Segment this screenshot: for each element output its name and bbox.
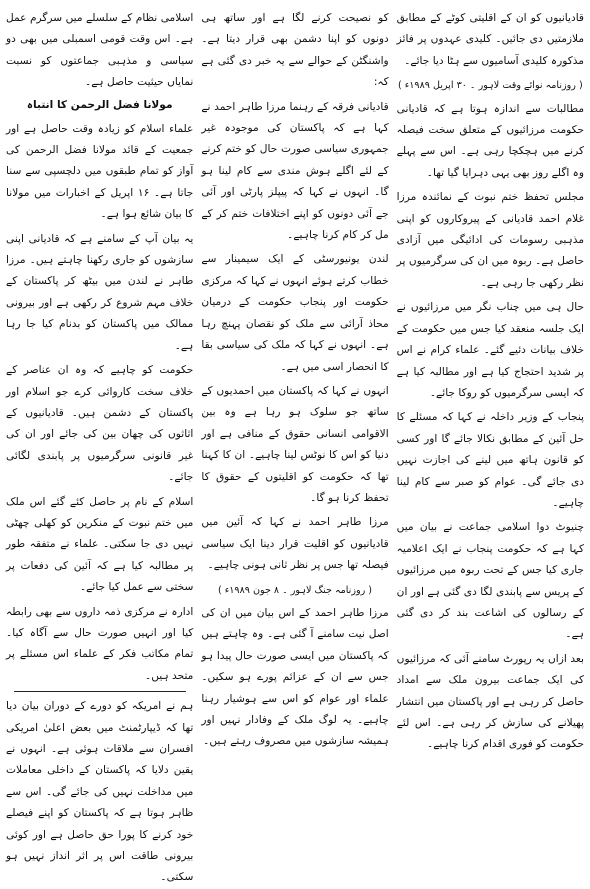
- separator-rule: [14, 691, 186, 692]
- column-left: [6, 8, 194, 884]
- paragraph: حکومت کو چاہیے کہ وہ ان عناصر کے خلاف سخت کاروائی کرے جو اسلام اور پاکستان کے دشمن ہیں۔ قادیانیوں کے اثاثوں کی چھان بین کی جائے اور ان کی غیر قانونی سرگرمیوں پر پابندی لگائی جائے۔: [6, 364, 194, 484]
- paragraph: چنیوٹ دوا اسلامی جماعت نے بیان میں کہا ہے کہ حکومت پنجاب نے ایک اعلامیہ جاری کیا جس کے تحت ربوہ میں مرزائیوں کے پریس سے پابندی لگا دی گئی ہے اور ان کے رسالوں کی اشاعت بند کر دی گئی ہے۔: [396, 521, 584, 641]
- paragraph: اسلام کے نام پر حاصل کئے گئے اس ملک میں ختم نبوت کے منکرین کو کھلی چھٹی نہیں دی جا سکتی۔ علماء نے متفقہ طور پر مطالبہ کیا ہے کہ آئین کی دفعات پر سختی سے عمل کیا جائے۔: [6, 495, 194, 594]
- paragraph: انہوں نے کہا کہ پاکستان میں احمدیوں کے ساتھ جو سلوک ہو رہا ہے وہ بین الاقوامی انسانی حقوق کے منافی ہے اور دنیا کو اس کا نوٹس لینا چاہیے۔ ان کا کہنا تھا کہ حکومت کو اقلیتوں کے حقوق کا تحفظ کرنا ہو گا۔: [201, 384, 389, 504]
- paragraph: بعد ازاں یہ رپورٹ سامنے آئی کہ مرزائیوں کی ایک جماعت بیرون ملک سے امداد حاصل کر رہی ہے اور پاکستان میں انتشار پھیلانے کی سازش کر رہی ہے۔ اس لئے حکومت کو فوری اقدام کرنا چاہیے۔: [396, 652, 584, 751]
- column-middle: [201, 8, 388, 809]
- paragraph: کو نصیحت کرنے لگا ہے اور ساتھ ہی دونوں کو اپنا دشمن بھی قرار دیتا ہے۔ واشنگٹن کے حوالے سے یہ خبر دی گئی ہے کہ:: [201, 12, 389, 89]
- paragraph: مرزا طاہر احمد کے اس بیان میں ان کی اصل نیت سامنے آ گئی ہے۔ وہ چاہتے ہیں کہ پاکستان میں ایسی صورت حال پیدا ہو جس سے ان کے عزائم پورے ہو سکیں۔ علماء اور عوام کو اس سے ہوشیار رہنا چاہیے۔ یہ لوگ ملک کے وفادار نہیں اور ہمیشہ سازشوں میں مصروف رہتے ہیں۔: [201, 606, 389, 748]
- paragraph: ادارہ نے مرکزی ذمہ داروں سے بھی رابطہ کیا اور انہیں صورت حال سے آگاہ کیا۔ تمام مکاتب فکر کے علماء اس مسئلے پر متحد ہیں۔: [6, 605, 194, 682]
- paragraph: پنجاب کے وزیر داخلہ نے کہا کہ مسئلے کا حل آئین کے مطابق نکالا جائے گا اور کسی کو قانون ہاتھ میں لینے کی اجازت نہیں دی جائے گی۔ عوام کو صبر سے کام لینا چاہیے۔: [396, 411, 584, 509]
- dateline: ( روزنامہ نوائے وقت لاہور ۔ ۳۰ اپریل ۱۹۸۹ء ): [397, 80, 583, 92]
- paragraph: قادیانی فرقہ کے رہنما مرزا طاہر احمد نے کہا ہے کہ پاکستان کی موجودہ غیر جمہوری سیاسی صورت حال کو ختم کرنے کے لئے اگلے ہوش مندی سے کام لینا ہو گا۔ انہوں نے کہا کہ پیپلز پارٹی اور آئی جے آئی دونوں کو اپنے اختلافات ختم کر کے مل کر کام کرنا چاہیے۔: [201, 100, 389, 242]
- paragraph: قادیانیوں کو ان کے اقلیتی کوٹے کے مطابق ملازمتیں دی جائیں۔ کلیدی عہدوں پر فائز مذکورہ کلیدی آسامیوں سے ہٹا دیا جائے۔: [396, 12, 584, 67]
- paragraph: لندن یونیورسٹی کے ایک سیمینار سے خطاب کرتے ہوئے انہوں نے کہا کہ مرکزی حکومت اور پنجاب حکومت کے درمیان محاذ آرائی سے ملک کو نقصان پہنچ رہا ہے۔ انہوں نے کہا کہ ملک کی سیاسی بقا کا انحصار اسی میں ہے۔: [201, 253, 389, 373]
- paragraph: علماء اسلام کو زیادہ وقت حاصل ہے اور جمعیت کے قائد مولانا فضل الرحمن کی آواز کو تمام طبقوں میں دلچسپی سے سنا جاتا ہے۔ ۱۶ اپریل کے اخبارات میں مولانا کا بیان شائع ہوا ہے۔: [6, 122, 194, 221]
- paragraph: ہم نے امریکہ کو دورے کے دوران بیان دیا تھا کہ ڈیپارٹمنٹ میں بعض اعلیٰ امریکی افسران سے ملاقات ہوئی ہے۔ انہوں نے یقین دلایا کہ پاکستان کے داخلی معاملات میں مداخلت نہیں کی جائے گی۔ اس سے ظاہر ہوتا ہے کہ پاکستان کو اپنے فیصلے خود کرنے کا پورا حق حاصل ہے اور کوئی بیرونی طاقت اس پر اثر انداز نہیں ہو سکتی۔: [6, 700, 194, 884]
- paragraph: یہ بیان آپ کے سامنے ہے کہ قادیانی اپنی سازشوں کو جاری رکھنا چاہتے ہیں۔ مرزا طاہر نے لندن میں بیٹھ کر پاکستان کے خلاف مہم شروع کر رکھی ہے اور بیرونی ممالک میں پاکستان کو بدنام کیا جا رہا ہے۔: [6, 232, 194, 352]
- paragraph: حال ہی میں چناب نگر میں مرزائیوں نے ایک جلسہ منعقد کیا جس میں حکومت کے خلاف بیانات دئیے گئے۔ علماء کرام نے اس پر شدید احتجاج کیا ہے اور مطالبہ کیا ہے کہ ایسی سرگرمیوں کو روکا جائے۔: [396, 301, 584, 399]
- paragraph: مرزا طاہر احمد نے کہا کہ آئین میں قادیانیوں کو اقلیت قرار دینا ایک سیاسی فیصلہ تھا جس پر نظر ثانی ہونی چاہیے۔: [201, 516, 389, 572]
- paragraph: مطالبات سے اندازہ ہوتا ہے کہ قادیانی حکومت مرزائیوں کے متعلق سخت فیصلہ کرنے میں ہچکچا رہی ہے۔ اس سے پہلے وہ اگلے روز بھی یہی دہرایا گیا تھا۔: [396, 102, 584, 179]
- dateline: ( روزنامہ جنگ لاہور ۔ ۸ جون ۱۹۸۹ء ): [217, 584, 373, 596]
- paragraph: اسلامی نظام کے سلسلے میں سرگرم عمل ہے۔ اس وقت قومی اسمبلی میں بھی دو سیاسی و مذہبی جماعتوں کو نسبت نمایاں حیثیت حاصل ہے۔: [6, 12, 194, 89]
- paragraph: مجلس تحفظ ختم نبوت کے نمائندہ مرزا غلام احمد قادیانی کے پیروکاروں کو اپنی مذہبی رسومات کی ادائیگی میں آزادی حاصل ہے۔ ربوہ میں ان کی سرگرمیوں پر نظر رکھی جا رہی ہے۔: [396, 191, 584, 289]
- column-right: [397, 8, 584, 809]
- section-headline: مولانا فضل الرحمن کا انتباہ: [26, 98, 173, 111]
